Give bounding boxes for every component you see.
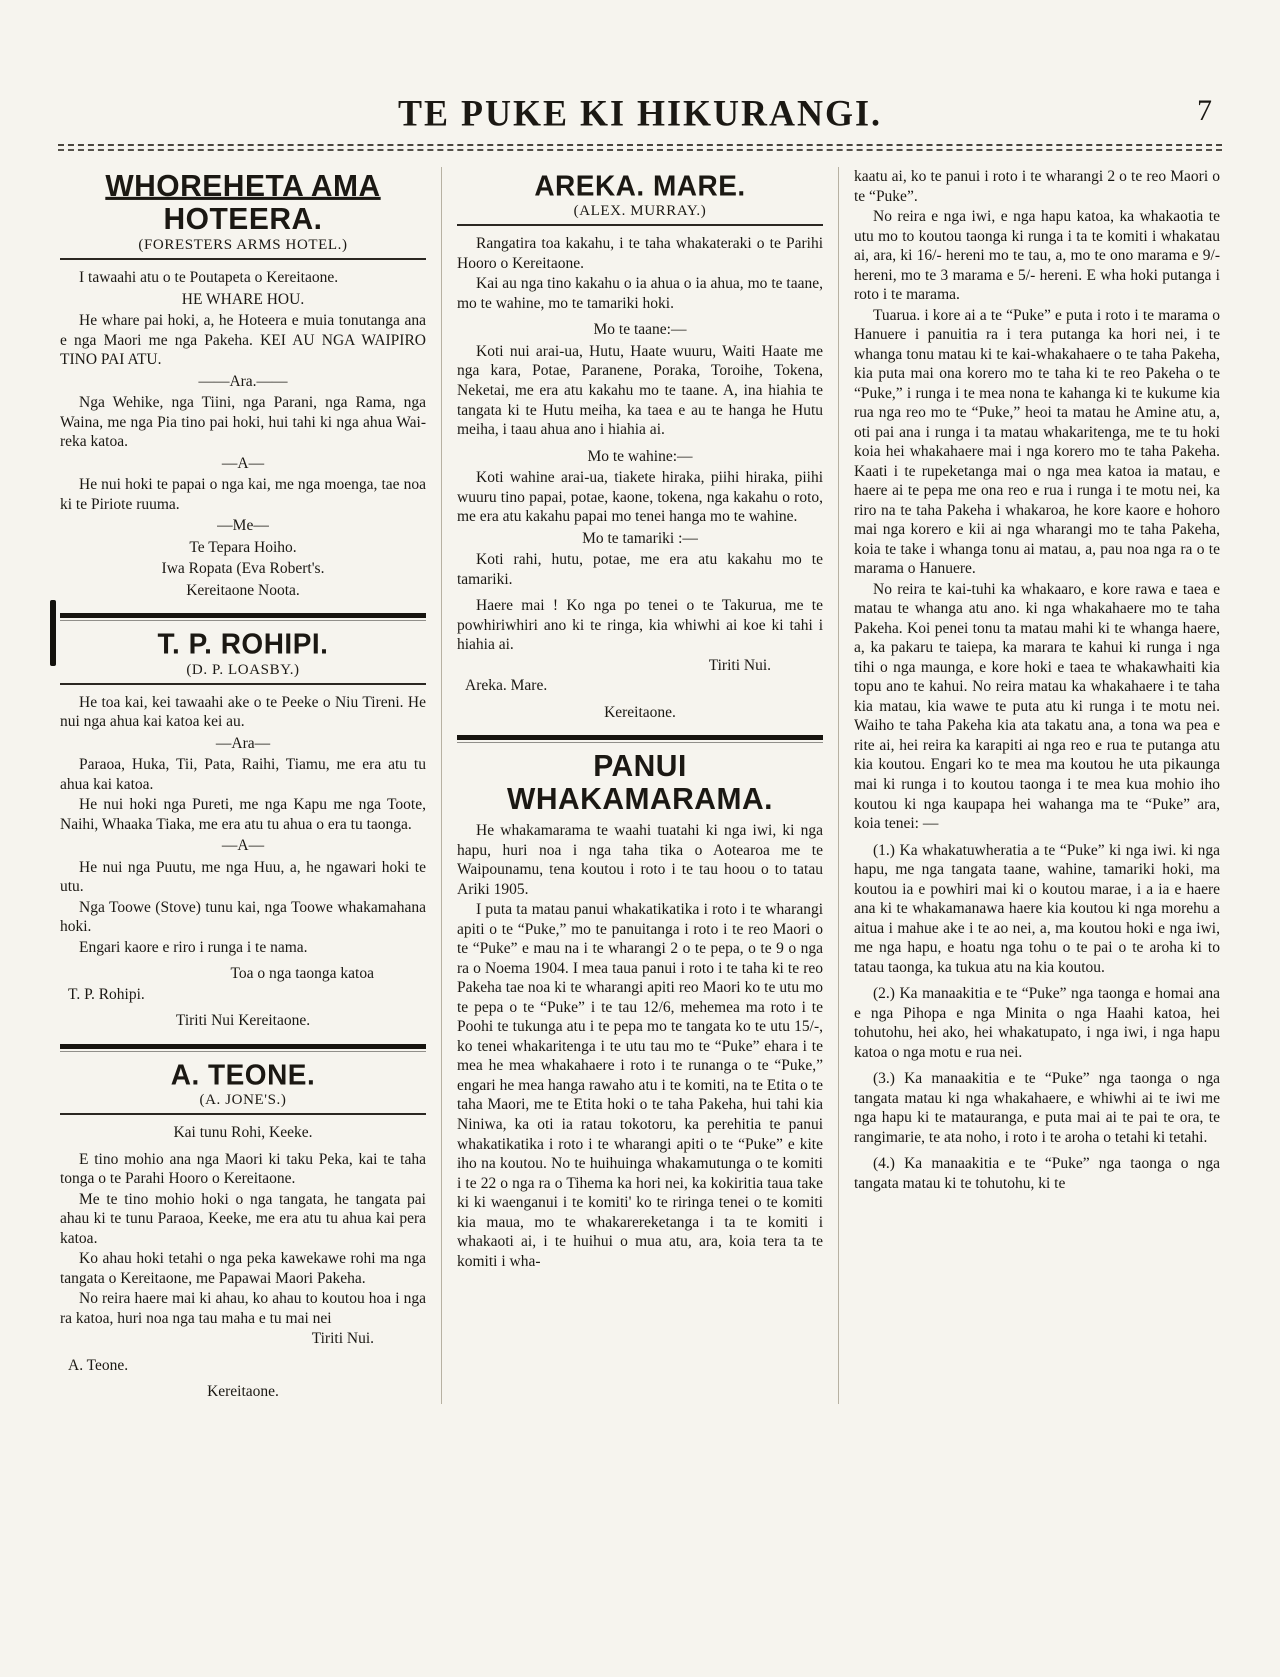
content-columns: [58, 167, 1222, 1404]
page-number: 7: [1197, 94, 1212, 127]
paragraph: Me te tino mohio hoki o nga tangata, he tangata pai ahau ki te tunu Paraoa, Keeke, me era atu tu ahua kai pera katoa.: [60, 1190, 426, 1247]
paragraph: Koti rahi, hutu, potae, me era atu kakahu mo te tamariki.: [457, 551, 823, 588]
article-title-line1: WHOREHETA AMA: [105, 169, 381, 204]
section-divider-bar: [60, 1044, 426, 1049]
ornament-divider: ——Ara.——: [198, 372, 288, 390]
signature-line: Toa o nga taonga katoa: [230, 965, 374, 983]
signature-line: Tiriti Nui Kereitaone.: [175, 1012, 311, 1030]
article-foresters-arms-hotel: [60, 171, 426, 600]
article-subtitle: (A. JONE'S.): [199, 1092, 287, 1109]
paragraph: Paraoa, Huka, Tii, Pata, Raihi, Tiamu, me era atu tu ahua kai katoa.: [60, 756, 426, 793]
sub-heading: Mo te wahine:—: [587, 447, 693, 465]
section-divider-bar: [457, 735, 823, 740]
paragraph: He nui hoki te papai o nga kai, me nga moenga, tae noa ki te Piriote ruuma.: [60, 476, 426, 513]
paragraph: I puta ta matau panui whakatikatika i roto i te wharangi apiti o te “Puke,” mo te panuitanga i roto i te reo Maori o te “Puke” e mau na i te wharangi 2 o te pepa, o te 9 o nga ra o Noema 1904. I mea taua panui i roto i te taha ki te reo Pakeha tae noa ki te wharangi apiti reo Maori ko te utu mo te pepa o te “Puke” i te tau 12/6, mehemea ma roto i te Poohi te tukunga atu i te pepa mo te tangata ko te utu 15/-, ko tenei whakaritenga i te utu tau mo te “Puke” ehara i te mea he mea whakahaere i roto i te runanga o te “Puke,” engari he mea hanga rawaho atu i te komiti, na te Etita o te taha Maori, me te Etita hoki o te taha Pakeha, hui tahi kia Niniwa, ka oti ia ratau tokotoru, ka perehitia te panui whakatikatika i roto i te wharangi apiti o te “Puke” e kite iho na koutou. No te huihuinga whakamutunga o te komiti i te 22 o nga ra o Tihema ka hori nei, ka kokiritia taua take ki ki waenganui i te komiti' ko te riringa tenei o te komiti kia maua, mo te whakarereketanga i ta te komiti i whakaoti ai, i te huihui o mua atu, ara, koia tera ta te komiti i wha-: [457, 901, 823, 1270]
paragraph: No reira e nga iwi, e nga hapu katoa, ka whakaotia te utu mo to koutou taonga ki runga i ta te komiti i whakatau ai, ara, ki 16/- hereni mo te tau, a, mo te ono marama e 9/- hereni, mo te 3 marama e 5/- hereni. E wha hoki putanga i roto i te marama.: [854, 208, 1220, 304]
headline-rule: [60, 683, 426, 685]
signature-line: Tiriti Nui.: [708, 656, 771, 674]
column-1: [58, 167, 441, 1404]
scan-ink-artifact: [50, 600, 56, 666]
signature-line: Te Tepara Hoiho.: [189, 538, 297, 556]
article-subtitle: (FORESTERS ARMS HOTEL.): [138, 237, 348, 253]
article-continuation-body: [854, 167, 1220, 1193]
headline-rule: [60, 1113, 426, 1115]
column-2: [441, 167, 838, 1404]
article-body: [60, 268, 426, 600]
sub-heading: HE WHARE HOU.: [181, 290, 305, 308]
sub-heading: Mo te tamariki :—: [582, 529, 698, 547]
article-body: [60, 693, 426, 1031]
article-body: [60, 1123, 426, 1402]
paragraph: Koti nui arai-ua, Hutu, Haate wuuru, Waiti Haate me nga kara, Potae, Paranene, Poraka, Toroihe, Tokena, Neketai, me era atu kakahu mo te taane. A, ina hiahia te tangata ki te Hutu meiha, ka taea e au te hanga he Hutu meiha, i taau ahua ano i hiahia ai.: [457, 342, 823, 439]
paragraph: I tawaahi atu o te Poutapeta o Kereitaone.: [79, 269, 339, 286]
article-title: AREKA. MARE.: [534, 169, 746, 202]
paragraph: (3.) Ka manaakitia e te “Puke” nga taonga o nga tangata matau ki nga whakahaere, e whiwhi ai te iwi me nga hapu ki te matauranga, e puta mai ai te pai te ora, te rangimarie, te ata noho, i roto i te aroha o tetahi ki tetahi.: [854, 1070, 1220, 1146]
paragraph: Kai au nga tino kakahu o ia ahua o ia ahua, mo te taane, mo te wahine, mo te tamariki hoki.: [457, 275, 823, 312]
paragraph: (4.) Ka manaakitia e te “Puke” nga taonga o nga tangata matau ki te tohutohu, ki te: [854, 1155, 1220, 1192]
article-title-line2: HOTEERA.: [163, 201, 323, 236]
signature-line: T. P. Rohipi.: [68, 985, 145, 1003]
article-subtitle: (D. P. LOASBY.): [186, 661, 300, 678]
paragraph: Engari kaore e riro i runga i te nama.: [79, 938, 308, 956]
paragraph: Nga Wehike, nga Tiini, nga Parani, nga Rama, nga Waina, me nga Pia tino pai hoki, hui tahi ki nga ahua Wai-reka katoa.: [60, 394, 426, 451]
newspaper-title: TE PUKE KI HIKURANGI.: [397, 92, 883, 134]
article-body: [457, 234, 823, 722]
paragraph: Nga Toowe (Stove) tunu kai, nga Toowe whakamahana hoki.: [60, 898, 426, 936]
headline-rule: [457, 224, 823, 226]
paragraph: (1.) Ka whakatuwheratia a te “Puke” ki nga iwi. ki nga hapu, me nga tangata taane, wahine, tamariki hoki, ma koutou ia e powhiri mai ki o koutou marae, i a ia e haere ana ki te whakamanawa haere kia koutou ki nga morehu a aitua i mahue ake i te ao nei, a, ma koutou hoki e nga iwi, me nga hapu, e hoatu nga tohu o te pai o te aroha ki to tatau taonga, ka tukua atu na kia koutou.: [854, 841, 1220, 976]
signature-line: Iwa Ropata (Eva Robert's.: [161, 560, 325, 578]
paragraph: Koti wahine arai-ua, tiakete hiraka, piihi hiraka, piihi wuuru tino papai, potae, kaone, tokena, nga kakahu o roto, me era atu kakahu papai mo tenei hanga mo te wahine.: [457, 469, 823, 526]
ornament-divider: —Me—: [217, 517, 269, 535]
signature-line: Areka. Mare.: [465, 677, 548, 695]
sub-heading: Kai tunu Rohi, Keeke.: [173, 1124, 313, 1142]
signature-line: Tiriti Nui.: [311, 1330, 374, 1348]
article-title: [60, 170, 426, 235]
ornament-divider: —A—: [221, 837, 265, 855]
paragraph: Ko ahau hoki tetahi o nga peka kawekawe rohi ma nga tangata o Kereitaone, me Papawai Maori Pakeha.: [60, 1250, 426, 1287]
article-areka-mare: [457, 171, 823, 722]
column-3: [838, 167, 1222, 1404]
article-t-p-rohipi: [60, 629, 426, 1031]
paragraph: No reira te kai-tuhi ka whakaaro, e kore rawa e taea e matau te whanga atu ano. ki nga whakahaere mo te taha Pakeha. Koi penei tonu ta matau mahi ki te whanga haere, a, ka pakaru te taiepa, ka marara te kahui ki runga i nga tihi o nga maunga, e kore hoki e taea te whakawhaiti kia topu ano te kahui. No reira matau ka whakahaere i te taha kia matau, kia wawe te puta atu ki runga i te motu nei. Waiho te taha Pakeha kia ata takatu ana, a tona wa pea e rite ai, hei reira ka karapiti ai nga reo e rua te putanga atu kia koutou. Engari ko te mea ma koutou he uta pikaunga mai ki runga i to koutou taonga i te mea kua mohio iho koutou ki nga kaupapa hei wahanga ma te “Puke” ara, koia tenei: —: [854, 580, 1220, 833]
masthead: [58, 92, 1222, 140]
headline-rule: [60, 258, 426, 260]
paragraph: He nui hoki nga Pureti, me nga Kapu me nga Toote, Naihi, Whaaka Tiaka, me era atu tu ahua o era tu taonga.: [60, 796, 426, 833]
article-panui-whakamarama: [457, 751, 823, 1271]
article-body: [457, 821, 823, 1271]
signature-line: Kereitaone Noota.: [186, 581, 300, 599]
paragraph: Rangatira toa kakahu, i te taha whakateraki o te Parihi Hooro o Kereitaone.: [457, 235, 823, 272]
sub-heading: Mo te taane:—: [593, 321, 687, 339]
paragraph: He nui nga Puutu, me nga Huu, a, he ngawari hoki te utu.: [60, 858, 426, 896]
section-divider-bar: [60, 613, 426, 618]
article-a-teone: [60, 1060, 426, 1402]
paragraph: Tuarua. i kore ai a te “Puke” e puta i roto i te marama o Hanuere i panuitia ra i tera putanga ka hori nei, i te whanga tonu matau ki te kai-whakahaere o te taha Pakeha, kia puta mai ona korero mo te taha ki te reo Pakeha o te “Puke,” i runga i te mea nona te kahanga ki te kukume kia rua nga reo mo te “Puke,” heoi ta matau he Amine atu, a, oti pai ana i runga i ta matau whakaritenga, me te tu hoki koia hei whakahaere mai i nga korero mo te taha Pakeha. Kaati i te rupeketanga mai o nga mea katoa ia matau, e haere ai te pepa me ona reo e rua i runga i te motu nei, ka riro na te taha Pakeha i whakaroa, he kore kaore e hohoro mai nga korero e kii ai nga wharangi mo te taha Pakeha, koia te take i whanga tonu ai matau, a, pau noa nga ra o te marama o Hanuere.: [854, 306, 1220, 578]
article-subtitle: (ALEX. MURRAY.): [573, 203, 707, 220]
signature-line: Kereitaone.: [207, 1383, 279, 1401]
article-title: PANUI WHAKAMARAMA.: [507, 749, 773, 816]
paragraph: E tino mohio ana nga Maori ki taku Peka, kai te taha tonga o te Parahi Hooro o Kereitaone.: [60, 1150, 426, 1188]
ornament-divider: —A—: [221, 454, 265, 472]
paragraph: He whakamarama te waahi tuatahi ki nga iwi, ki nga hapu, huri noa i nga taha tika o Aotearoa me te Waipounamu, tena koutou i roto i te tau hoou o to tatau Ariki 1905.: [457, 822, 823, 898]
article-title: A. TEONE.: [170, 1058, 316, 1091]
signature-line: Kereitaone.: [604, 703, 676, 721]
paragraph: kaatu ai, ko te panui i roto i te wharangi 2 o te reo Maori o te “Puke”.: [854, 168, 1220, 205]
paragraph: No reira haere mai ki ahau, ko ahau to koutou hoa i nga ra katoa, huri noa nga tau maha e tu mai nei: [60, 1290, 426, 1327]
paragraph: He toa kai, kei tawaahi ake o te Peeke o Niu Tireni. He nui nga ahua kai katoa kei au.: [60, 693, 426, 731]
header-divider-rule: [58, 144, 1222, 151]
signature-line: A. Teone.: [68, 1356, 129, 1374]
paragraph: (2.) Ka manaakitia e te “Puke” nga taonga e homai ana e nga Pihopa e nga Minita o nga Haahi katoa, hei tohutohu, hei ako, hei whakatupato, i nga iwi, i nga hapu katoa o nga motu e rua nei.: [854, 985, 1220, 1061]
ornament-divider: —Ara—: [215, 734, 271, 752]
paragraph: Haere mai ! Ko nga po tenei o te Takurua, me te powhiriwhiri ano ki te ringa, kia whiwhi ai koe ki tahi i hiahia ai.: [457, 597, 823, 654]
article-title: T. P. ROHIPI.: [157, 627, 329, 660]
paragraph: He whare pai hoki, a, he Hoteera e muia tonutanga ana e nga Maori me nga Pakeha. KEI AU NGA WAIPIRO TINO PAI ATU.: [60, 312, 426, 369]
